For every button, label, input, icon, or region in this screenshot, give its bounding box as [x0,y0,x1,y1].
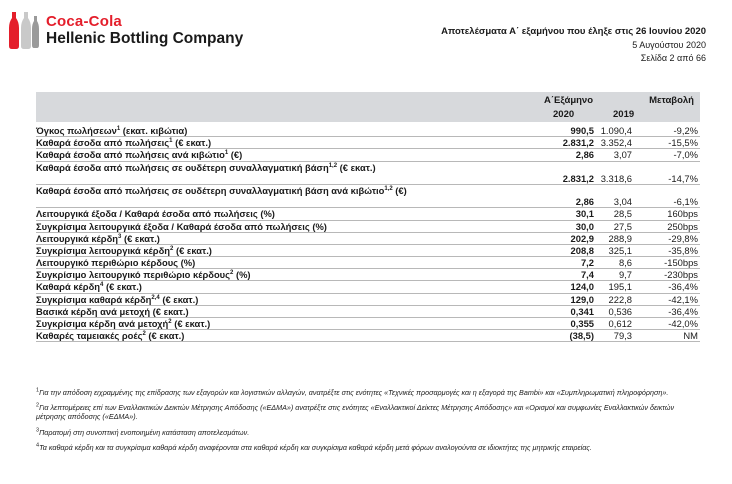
value-2019: 0,536 [608,305,632,317]
value-2019: 0,612 [608,318,632,330]
value-change: -36,4% [668,305,698,317]
table-row [36,245,700,257]
footnote: $^1$Για την απόδοση ειχραμμένης της επίδρασης των εξαγορών και λογιστικών αλλαγών, ανατρέξτε στις ενότητες «Τεχνικές προσαρμογές και η εξαγορά της Bambi» και «Συμπληρωματική πληροφόρηση». [36,387,669,397]
value-2019: 325,1 [608,244,632,256]
table-row [36,233,700,245]
document-title: Αποτελέσματα Α΄ εξαμήνου που έληξε στις 26 Ιουνίου 2020 [441,26,706,37]
value-change: -9,2% [673,124,698,136]
row-label: Λειτουργικά έξοδα / Καθαρά έσοδα από πωλήσεις (%) [36,208,275,220]
brand-name-red: Coca-Cola [46,13,122,30]
row-label: Συγκρίσιμα λειτουργικά κέρδη$^2$ (€ εκατ.) [36,244,212,256]
value-2020: 202,9 [570,232,594,244]
value-change: -29,8% [668,232,698,244]
value-2019: 3,04 [613,196,632,208]
value-2020: 0,355 [570,318,594,330]
value-2019: 9,7 [618,269,632,281]
page-number: Σελίδα 2 από 66 [640,53,706,63]
value-2019: 3,07 [613,149,632,161]
table-row [36,257,700,269]
value-change: -35,8% [668,244,698,256]
value-2019: 27,5 [613,220,632,232]
value-change: -6,1% [673,196,698,208]
value-2019: 1.090,4 [600,124,632,136]
value-change: -15,5% [668,137,698,149]
value-change: -42,1% [668,293,698,305]
table-row [36,330,700,342]
row-label: Καθαρά έσοδα από πωλήσεις ανά κιβώτιο$^1$ (€) [36,149,243,161]
row-label: Καθαρά κέρδη$^4$ (€ εκατ.) [36,281,142,293]
row-label: Συγκρίσιμα κέρδη ανά μετοχή$^2$ (€ εκατ.) [36,318,211,330]
value-2019: 195,1 [608,281,632,293]
value-2020: 30,0 [575,220,594,232]
value-2019: 3.318,6 [600,172,632,184]
value-2020: 2,86 [575,196,594,208]
value-change: -14,7% [668,172,698,184]
table-row [36,185,700,208]
value-2019: 79,3 [613,330,632,342]
value-change: NM [683,330,698,342]
value-2020: (38,5) [569,330,594,342]
value-2019: 8,6 [618,257,632,269]
row-label: Συγκρίσιμα λειτουργικά έξοδα / Καθαρά έσοδα από πωλήσεις (%) [36,220,327,232]
row-label: Λειτουργικό περιθώριο κέρδους (%) [36,257,196,269]
value-change: -42,0% [668,318,698,330]
row-label: Καθαρές ταμειακές ροές$^2$ (€ εκατ.) [36,330,185,342]
value-2020: 0,341 [570,305,594,317]
row-label: Καθαρά έσοδα από πωλήσεις σε ουδέτερη συναλλαγματική βάση ανά κιβώτιο$^{1,2}$ (€) [36,184,407,196]
table-row [36,149,700,161]
footnote: $^3$Παρατομή στη συνοπτική ενοποιημένη κατάσταση αποτελεσμάτων. [36,427,250,437]
value-2020: 7,4 [580,269,594,281]
value-2020: 7,2 [580,257,594,269]
footnote: $^4$Τα καθαρά κέρδη και τα συγκρίσιμα καθαρά κέρδη αναφέρονται στα καθαρά κέρδη και συγκρίσιμα καθαρά κέρδη μετά φόρων αναλογούντα σε ιδιοκτήτες της μητρικής εταιρείας. [36,442,592,452]
value-2020: 124,0 [570,281,594,293]
row-label: Συγκρίσιμα καθαρά κέρδη$^{2,4}$ (€ εκατ.) [36,293,199,305]
results-table [36,92,700,342]
table-row [36,269,700,281]
value-2020: 30,1 [575,208,594,220]
year-2019-header: 2019 [613,109,635,120]
bottle-logo-icon [6,10,42,50]
table-row [36,281,700,293]
row-label: Καθαρά έσοδα από πωλήσεις σε ουδέτερη συναλλαγματική βάση$^{1,2}$ (€ εκατ.) [36,161,376,173]
value-change: -7,0% [673,149,698,161]
value-change: -150bps [664,257,698,269]
row-label: Λειτουργικά κέρδη$^3$ (€ εκατ.) [36,232,160,244]
value-2020: 208,8 [570,244,594,256]
table-header [36,92,700,122]
table-body [36,125,700,342]
period-header: Α΄Εξάμηνο [544,95,594,106]
value-2020: 990,5 [570,124,594,136]
table-row [36,318,700,330]
value-2019: 3.352,4 [600,137,632,149]
table-row [36,221,700,233]
value-change: 160bps [667,208,698,220]
value-2019: 222,8 [608,293,632,305]
table-row [36,306,700,318]
change-header: Μεταβολή [649,95,694,106]
table-row [36,137,700,149]
row-label: Βασικά κέρδη ανά μετοχή (€ εκατ.) [36,305,189,317]
row-label: Καθαρά έσοδα από πωλήσεις$^1$ (€ εκατ.) [36,137,212,149]
year-2020-header: 2020 [553,109,575,120]
table-row [36,208,700,220]
row-label: Συγκρίσιμο λειτουργικό περιθώριο κέρδους$^2$ (%) [36,269,251,281]
value-2020: 129,0 [570,293,594,305]
value-change: -230bps [664,269,698,281]
value-2020: 2.831,2 [562,137,594,149]
document-date: 5 Αυγούστου 2020 [632,40,706,50]
row-label: Όγκος πωλήσεων$^1$ (εκατ. κιβώτια) [36,125,188,136]
footnote: $^2$Για λεπτομέρειες επί των Εναλλακτικών Δεικτών Μέτρησης Απόδοσης («ΕΔΜΑ») ανατρέξτε στις ενότητες «Εναλλακτικοί Δείκτες Μέτρησης Απόδοσης» και «Ορισμοί και συμφωνίες Εναλλακτικών δεικτών μέτρησης απόδοσης («ΕΔΜΑ»). [36,402,675,422]
value-2019: 28,5 [613,208,632,220]
value-change: 250bps [667,220,698,232]
value-change: -36,4% [668,281,698,293]
table-row [36,294,700,306]
brand-name: Hellenic Bottling Company [46,30,244,47]
table-row [36,162,700,185]
page-header [0,0,732,88]
value-2020: 2,86 [575,149,594,161]
value-2020: 2.831,2 [562,172,594,184]
value-2019: 288,9 [608,232,632,244]
footnotes [36,388,700,458]
table-row [36,125,700,137]
